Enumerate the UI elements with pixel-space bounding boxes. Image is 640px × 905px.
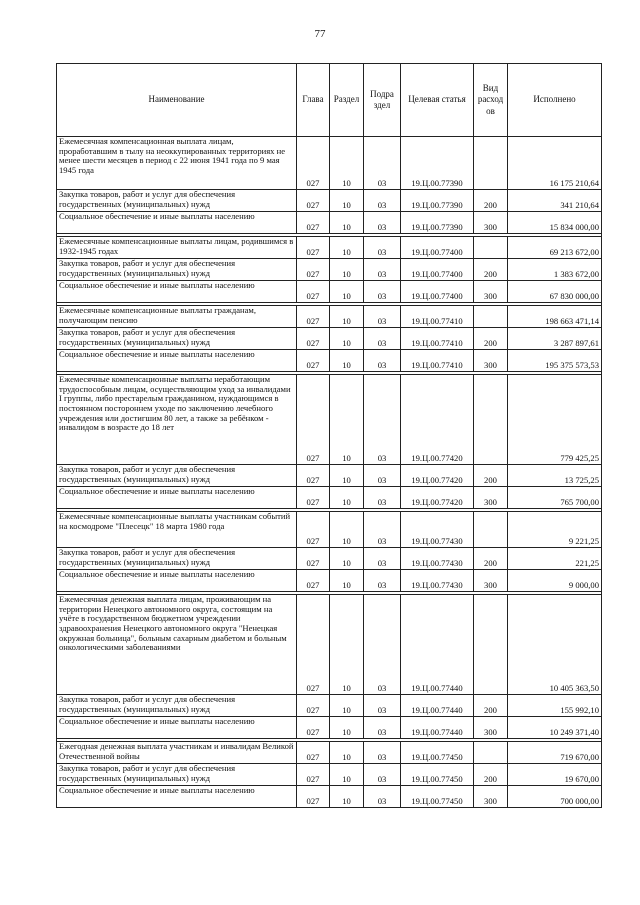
row-amount-cell: 195 375 573,53 <box>508 350 602 372</box>
table-row <box>57 764 602 786</box>
row-subsection-cell: 03 <box>364 375 401 465</box>
row-article-cell: 19.Ц.00.77400 <box>401 237 474 259</box>
row-chapter-cell: 027 <box>297 375 330 465</box>
row-name-cell: Закупка товаров, работ и услуг для обеспечения государственных (муниципальных) нужд <box>57 695 297 717</box>
row-chapter-cell: 027 <box>297 350 330 372</box>
row-type-cell: 200 <box>474 548 508 570</box>
table-row <box>57 375 602 465</box>
row-type-cell: 300 <box>474 786 508 808</box>
table-row <box>57 328 602 350</box>
row-article-cell: 19.Ц.00.77410 <box>401 350 474 372</box>
row-article-cell: 19.Ц.00.77440 <box>401 717 474 739</box>
row-section-cell: 10 <box>330 742 364 764</box>
row-type-cell <box>474 595 508 695</box>
row-subsection-cell: 03 <box>364 570 401 592</box>
table-row <box>57 137 602 190</box>
row-article-cell: 19.Ц.00.77430 <box>401 512 474 548</box>
row-subsection-cell: 03 <box>364 786 401 808</box>
row-name-cell: Ежемесячная компенсационная выплата лицам, проработавшим в тылу на неоккупированных территориях не менее шести месяцев в период с 22 июня 1941 года по 9 мая 1945 года <box>57 137 297 190</box>
row-type-cell <box>474 742 508 764</box>
row-subsection-cell: 03 <box>364 306 401 328</box>
row-amount-cell: 3 287 897,61 <box>508 328 602 350</box>
row-name-cell: Социальное обеспечение и иные выплаты населению <box>57 717 297 739</box>
row-type-cell: 200 <box>474 259 508 281</box>
table-row <box>57 695 602 717</box>
row-subsection-cell: 03 <box>364 742 401 764</box>
table-row <box>57 717 602 739</box>
row-amount-cell: 67 830 000,00 <box>508 281 602 303</box>
table-header-row <box>57 64 602 137</box>
table-row <box>57 190 602 212</box>
row-subsection-cell: 03 <box>364 595 401 695</box>
row-type-cell: 300 <box>474 487 508 509</box>
row-amount-cell: 221,25 <box>508 548 602 570</box>
row-article-cell: 19.Ц.00.77410 <box>401 306 474 328</box>
header-name: Наименование <box>57 64 297 137</box>
row-section-cell: 10 <box>330 487 364 509</box>
row-article-cell: 19.Ц.00.77390 <box>401 190 474 212</box>
row-article-cell: 19.Ц.00.77440 <box>401 595 474 695</box>
row-amount-cell: 16 175 210,64 <box>508 137 602 190</box>
row-name-cell: Закупка товаров, работ и услуг для обеспечения государственных (муниципальных) нужд <box>57 259 297 281</box>
row-chapter-cell: 027 <box>297 512 330 548</box>
row-name-cell: Ежемесячная денежная выплата лицам, проживающим на территории Ненецкого автономного округа, состоящим на учёте в государственном бюджетном учреждении здравоохранения Ненецкого автономного округа "Ненецкая окружная больница", больным сахарным диабетом и больным онкологическими заболеваниями <box>57 595 297 695</box>
row-type-cell <box>474 375 508 465</box>
row-subsection-cell: 03 <box>364 137 401 190</box>
row-section-cell: 10 <box>330 281 364 303</box>
table-row <box>57 512 602 548</box>
row-section-cell: 10 <box>330 237 364 259</box>
row-name-cell: Закупка товаров, работ и услуг для обеспечения государственных (муниципальных) нужд <box>57 328 297 350</box>
row-chapter-cell: 027 <box>297 306 330 328</box>
row-type-cell: 200 <box>474 695 508 717</box>
row-type-cell <box>474 137 508 190</box>
row-type-cell <box>474 306 508 328</box>
row-subsection-cell: 03 <box>364 212 401 234</box>
row-type-cell: 300 <box>474 212 508 234</box>
row-section-cell: 10 <box>330 512 364 548</box>
row-type-cell: 300 <box>474 570 508 592</box>
row-chapter-cell: 027 <box>297 548 330 570</box>
row-section-cell: 10 <box>330 570 364 592</box>
row-article-cell: 19.Ц.00.77390 <box>401 137 474 190</box>
row-chapter-cell: 027 <box>297 465 330 487</box>
row-section-cell: 10 <box>330 465 364 487</box>
header-expense-type: Вид расход ов <box>474 64 508 137</box>
row-section-cell: 10 <box>330 306 364 328</box>
row-article-cell: 19.Ц.00.77450 <box>401 786 474 808</box>
row-section-cell: 10 <box>330 695 364 717</box>
row-name-cell: Закупка товаров, работ и услуг для обеспечения государственных (муниципальных) нужд <box>57 190 297 212</box>
row-article-cell: 19.Ц.00.77430 <box>401 570 474 592</box>
row-subsection-cell: 03 <box>364 695 401 717</box>
row-subsection-cell: 03 <box>364 281 401 303</box>
table-row <box>57 350 602 372</box>
row-section-cell: 10 <box>330 259 364 281</box>
row-name-cell: Закупка товаров, работ и услуг для обеспечения государственных (муниципальных) нужд <box>57 548 297 570</box>
row-chapter-cell: 027 <box>297 570 330 592</box>
row-type-cell <box>474 512 508 548</box>
row-chapter-cell: 027 <box>297 328 330 350</box>
row-chapter-cell: 027 <box>297 137 330 190</box>
row-name-cell: Социальное обеспечение и иные выплаты населению <box>57 350 297 372</box>
row-chapter-cell: 027 <box>297 717 330 739</box>
row-name-cell: Социальное обеспечение и иные выплаты населению <box>57 786 297 808</box>
page-number: 77 <box>314 28 326 40</box>
row-amount-cell: 69 213 672,00 <box>508 237 602 259</box>
row-amount-cell: 779 425,25 <box>508 375 602 465</box>
row-chapter-cell: 027 <box>297 487 330 509</box>
row-subsection-cell: 03 <box>364 237 401 259</box>
row-type-cell: 300 <box>474 717 508 739</box>
row-article-cell: 19.Ц.00.77420 <box>401 375 474 465</box>
row-type-cell: 300 <box>474 281 508 303</box>
row-section-cell: 10 <box>330 548 364 570</box>
table-row <box>57 212 602 234</box>
table-row <box>57 742 602 764</box>
row-chapter-cell: 027 <box>297 212 330 234</box>
row-article-cell: 19.Ц.00.77430 <box>401 548 474 570</box>
row-section-cell: 10 <box>330 375 364 465</box>
header-executed: Исполнено <box>508 64 602 137</box>
header-subsection: Подра здел <box>364 64 401 137</box>
row-section-cell: 10 <box>330 328 364 350</box>
row-chapter-cell: 027 <box>297 281 330 303</box>
row-section-cell: 10 <box>330 137 364 190</box>
row-chapter-cell: 027 <box>297 190 330 212</box>
header-target-article: Целевая статья <box>401 64 474 137</box>
row-name-cell: Ежемесячные компенсационные выплаты участникам событий на космодроме "Плесецк" 18 марта 1980 года <box>57 512 297 548</box>
row-section-cell: 10 <box>330 212 364 234</box>
row-article-cell: 19.Ц.00.77440 <box>401 695 474 717</box>
row-name-cell: Закупка товаров, работ и услуг для обеспечения государственных (муниципальных) нужд <box>57 764 297 786</box>
table-row <box>57 306 602 328</box>
row-subsection-cell: 03 <box>364 487 401 509</box>
row-amount-cell: 700 000,00 <box>508 786 602 808</box>
table-row <box>57 570 602 592</box>
row-amount-cell: 19 670,00 <box>508 764 602 786</box>
row-type-cell: 200 <box>474 764 508 786</box>
row-name-cell: Ежегодная денежная выплата участникам и инвалидам Великой Отечественной войны <box>57 742 297 764</box>
row-section-cell: 10 <box>330 786 364 808</box>
row-subsection-cell: 03 <box>364 764 401 786</box>
row-amount-cell: 765 700,00 <box>508 487 602 509</box>
row-amount-cell: 155 992,10 <box>508 695 602 717</box>
table-row <box>57 548 602 570</box>
row-amount-cell: 719 670,00 <box>508 742 602 764</box>
row-type-cell <box>474 237 508 259</box>
table-body <box>57 137 602 808</box>
row-type-cell: 200 <box>474 465 508 487</box>
row-subsection-cell: 03 <box>364 328 401 350</box>
row-article-cell: 19.Ц.00.77400 <box>401 281 474 303</box>
row-amount-cell: 13 725,25 <box>508 465 602 487</box>
row-subsection-cell: 03 <box>364 190 401 212</box>
row-chapter-cell: 027 <box>297 695 330 717</box>
row-amount-cell: 9 221,25 <box>508 512 602 548</box>
header-chapter: Глава <box>297 64 330 137</box>
row-chapter-cell: 027 <box>297 237 330 259</box>
row-type-cell: 300 <box>474 350 508 372</box>
row-subsection-cell: 03 <box>364 512 401 548</box>
row-amount-cell: 10 405 363,50 <box>508 595 602 695</box>
row-section-cell: 10 <box>330 190 364 212</box>
row-chapter-cell: 027 <box>297 259 330 281</box>
row-name-cell: Социальное обеспечение и иные выплаты населению <box>57 281 297 303</box>
row-article-cell: 19.Ц.00.77450 <box>401 742 474 764</box>
row-name-cell: Ежемесячные компенсационные выплаты лицам, родившимся в 1932-1945 годах <box>57 237 297 259</box>
table-row <box>57 786 602 808</box>
table-row <box>57 487 602 509</box>
row-chapter-cell: 027 <box>297 786 330 808</box>
row-subsection-cell: 03 <box>364 717 401 739</box>
row-type-cell: 200 <box>474 328 508 350</box>
row-subsection-cell: 03 <box>364 465 401 487</box>
row-amount-cell: 9 000,00 <box>508 570 602 592</box>
row-amount-cell: 341 210,64 <box>508 190 602 212</box>
row-subsection-cell: 03 <box>364 259 401 281</box>
table-row <box>57 259 602 281</box>
header-section: Раздел <box>330 64 364 137</box>
row-name-cell: Ежемесячные компенсационные выплаты гражданам, получающим пенсию <box>57 306 297 328</box>
row-subsection-cell: 03 <box>364 350 401 372</box>
table-row <box>57 465 602 487</box>
table-row <box>57 237 602 259</box>
row-name-cell: Социальное обеспечение и иные выплаты населению <box>57 570 297 592</box>
row-section-cell: 10 <box>330 764 364 786</box>
row-article-cell: 19.Ц.00.77400 <box>401 259 474 281</box>
row-article-cell: 19.Ц.00.77450 <box>401 764 474 786</box>
row-name-cell: Социальное обеспечение и иные выплаты населению <box>57 212 297 234</box>
row-amount-cell: 15 834 000,00 <box>508 212 602 234</box>
row-article-cell: 19.Ц.00.77410 <box>401 328 474 350</box>
row-article-cell: 19.Ц.00.77420 <box>401 465 474 487</box>
row-name-cell: Социальное обеспечение и иные выплаты населению <box>57 487 297 509</box>
row-chapter-cell: 027 <box>297 764 330 786</box>
row-article-cell: 19.Ц.00.77420 <box>401 487 474 509</box>
row-name-cell: Ежемесячные компенсационные выплаты неработающим трудоспособным лицам, осуществляющим уход за инвалидами I группы, либо престарелым гражданином, нуждающимся в постоянном постороннем уходе по заключению лечебного учреждения или достигшим 80 лет, а также за ребёнком - инвалидом в возрасте до 18 лет <box>57 375 297 465</box>
row-name-cell: Закупка товаров, работ и услуг для обеспечения государственных (муниципальных) нужд <box>57 465 297 487</box>
row-chapter-cell: 027 <box>297 595 330 695</box>
row-subsection-cell: 03 <box>364 548 401 570</box>
table-row <box>57 595 602 695</box>
row-section-cell: 10 <box>330 350 364 372</box>
row-section-cell: 10 <box>330 595 364 695</box>
budget-table <box>56 63 602 808</box>
row-amount-cell: 198 663 471,14 <box>508 306 602 328</box>
row-section-cell: 10 <box>330 717 364 739</box>
row-article-cell: 19.Ц.00.77390 <box>401 212 474 234</box>
row-amount-cell: 10 249 371,40 <box>508 717 602 739</box>
row-amount-cell: 1 383 672,00 <box>508 259 602 281</box>
row-chapter-cell: 027 <box>297 742 330 764</box>
table-row <box>57 281 602 303</box>
row-type-cell: 200 <box>474 190 508 212</box>
